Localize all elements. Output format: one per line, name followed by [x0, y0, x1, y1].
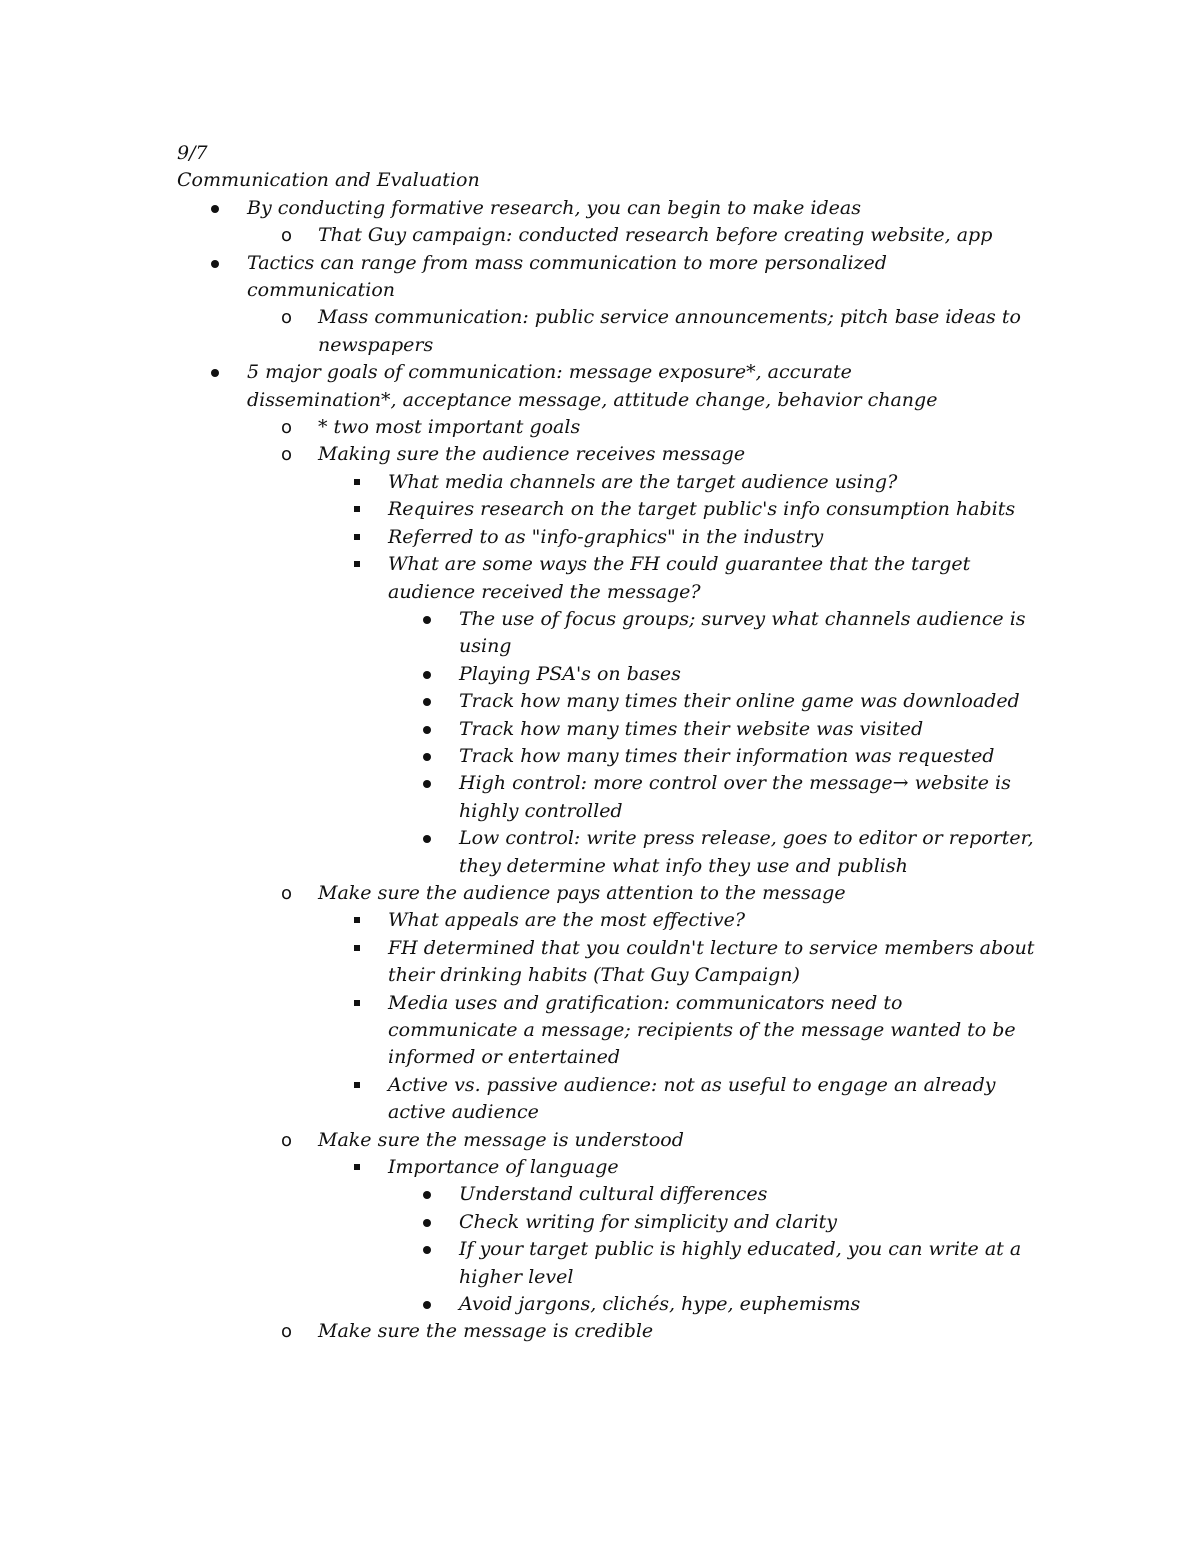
disc-bullet-icon: [423, 688, 431, 706]
outline-item-text: 5 major goals of communication: message exposure*, accurate dissemination*, acceptance message, attitude change, behavior change: [247, 361, 938, 411]
circle-bullet-icon: o: [281, 307, 293, 329]
outline-item-text: The use of focus groups; survey what channels audience is using: [459, 607, 1026, 658]
square-bullet-icon: [353, 1072, 360, 1088]
disc-bullet-icon: [211, 250, 219, 268]
disc-bullet-icon: [423, 716, 431, 734]
outline-item: [177, 1318, 1037, 1345]
outline-item: [177, 1154, 1037, 1181]
circle-bullet-icon: o: [281, 225, 293, 247]
outline-item-text: Playing PSA's on bases: [459, 662, 681, 685]
outline-item: [177, 606, 1037, 661]
outline-item-text: Importance of language: [388, 1156, 619, 1179]
outline-item: [177, 359, 1037, 414]
outline-item: [177, 1291, 1037, 1318]
outline-item-text: Avoid jargons, clichés, hype, euphemisms: [459, 1293, 861, 1316]
outline-item-text: Tactics can range from mass communication to more personalized communication: [247, 251, 887, 302]
circle-bullet-icon: o: [281, 1129, 293, 1151]
outline-item-text: Requires research on the target public's info consumption habits: [388, 498, 1016, 521]
outline-item-text: What are some ways the FH could guarantee that the target audience received the message?: [388, 553, 971, 603]
square-bullet-icon: [353, 1154, 360, 1170]
circle-bullet-icon: o: [281, 882, 293, 904]
disc-bullet-icon: [211, 359, 219, 377]
disc-bullet-icon: [423, 661, 431, 679]
outline-item: [177, 1072, 1037, 1127]
outline-item-text: Mass communication: public service announcements; pitch base ideas to newspapers: [318, 306, 1021, 356]
outline-item-text: That Guy campaign: conducted research before creating website, app: [318, 224, 993, 247]
outline-item-text: Track how many times their website was visited: [459, 717, 924, 740]
square-bullet-icon: [353, 551, 360, 567]
outline-item-text: * two most important goals: [318, 416, 581, 439]
disc-bullet-icon: [423, 825, 431, 843]
outline-item-text: What appeals are the most effective?: [388, 909, 746, 932]
outline-item-text: Media uses and gratification: communicators need to communicate a message; recipients of the message wanted to be informed or entertained: [388, 991, 1016, 1069]
disc-bullet-icon: [423, 1209, 431, 1227]
disc-bullet-icon: [423, 1181, 431, 1199]
disc-bullet-icon: [211, 195, 219, 213]
outline-item: [177, 716, 1037, 743]
outline-list: [177, 195, 1037, 1346]
outline-item: [177, 661, 1037, 688]
outline-item: [177, 770, 1037, 825]
outline-item-text: Referred to as "info-graphics" in the industry: [388, 525, 824, 548]
outline-item-text: FH determined that you couldn't lecture to service members about their drinking habits (That Guy Campaign): [388, 936, 1035, 987]
outline-item: [177, 304, 1037, 359]
disc-bullet-icon: [423, 770, 431, 788]
note-title: Communication and Evaluation: [177, 169, 480, 192]
outline-item: [177, 250, 1037, 305]
outline-item-text: High control: more control over the message→ website is highly controlled: [459, 772, 1011, 822]
outline-item: [177, 688, 1037, 715]
outline-item: [177, 1236, 1037, 1291]
outline-item: [177, 1181, 1037, 1208]
circle-bullet-icon: o: [281, 444, 293, 466]
outline-item: [177, 935, 1037, 990]
outline-item-text: Active vs. passive audience: not as useful to engage an already active audience: [388, 1073, 996, 1124]
disc-bullet-icon: [423, 606, 431, 624]
outline-item-text: Understand cultural differences: [459, 1183, 768, 1206]
outline-item: [177, 524, 1037, 551]
disc-bullet-icon: [423, 1291, 431, 1309]
outline-item-text: Make sure the message is understood: [318, 1128, 684, 1151]
square-bullet-icon: [353, 935, 360, 951]
square-bullet-icon: [353, 496, 360, 512]
outline-item: [177, 551, 1037, 606]
square-bullet-icon: [353, 907, 360, 923]
outline-item-text: By conducting formative research, you can begin to make ideas: [247, 196, 861, 219]
outline-item-text: Make sure the message is credible: [318, 1320, 654, 1343]
outline-item-text: Check writing for simplicity and clarity: [459, 1210, 838, 1233]
outline-item: [177, 414, 1037, 441]
outline-item: [177, 469, 1037, 496]
outline-item-text: Track how many times their information was requested: [459, 744, 995, 767]
outline-item: [177, 496, 1037, 523]
outline-item-text: Making sure the audience receives message: [318, 443, 746, 466]
square-bullet-icon: [353, 990, 360, 1006]
outline-item: [177, 907, 1037, 934]
disc-bullet-icon: [423, 1236, 431, 1254]
outline-item-text: Track how many times their online game was downloaded: [459, 690, 1020, 713]
outline-item: [177, 222, 1037, 249]
outline-item-text: Low control: write press release, goes to editor or reporter, they determine what info they use and publish: [459, 827, 1034, 877]
outline-item: [177, 825, 1037, 880]
outline-item: [177, 1209, 1037, 1236]
outline-item-text: What media channels are the target audience using?: [388, 470, 898, 493]
outline-item: [177, 1127, 1037, 1154]
outline-item: [177, 743, 1037, 770]
circle-bullet-icon: o: [281, 417, 293, 439]
disc-bullet-icon: [423, 743, 431, 761]
outline-item-text: Make sure the audience pays attention to the message: [318, 881, 846, 904]
outline-item: [177, 880, 1037, 907]
circle-bullet-icon: o: [281, 1321, 293, 1343]
outline-item: [177, 195, 1037, 222]
outline-item: [177, 990, 1037, 1072]
square-bullet-icon: [353, 524, 360, 540]
outline-item-text: If your target public is highly educated, you can write at a higher level: [459, 1238, 1022, 1288]
square-bullet-icon: [353, 469, 360, 485]
outline-item: [177, 441, 1037, 468]
note-date: 9/7: [177, 142, 208, 164]
document-body: [177, 140, 1037, 1346]
